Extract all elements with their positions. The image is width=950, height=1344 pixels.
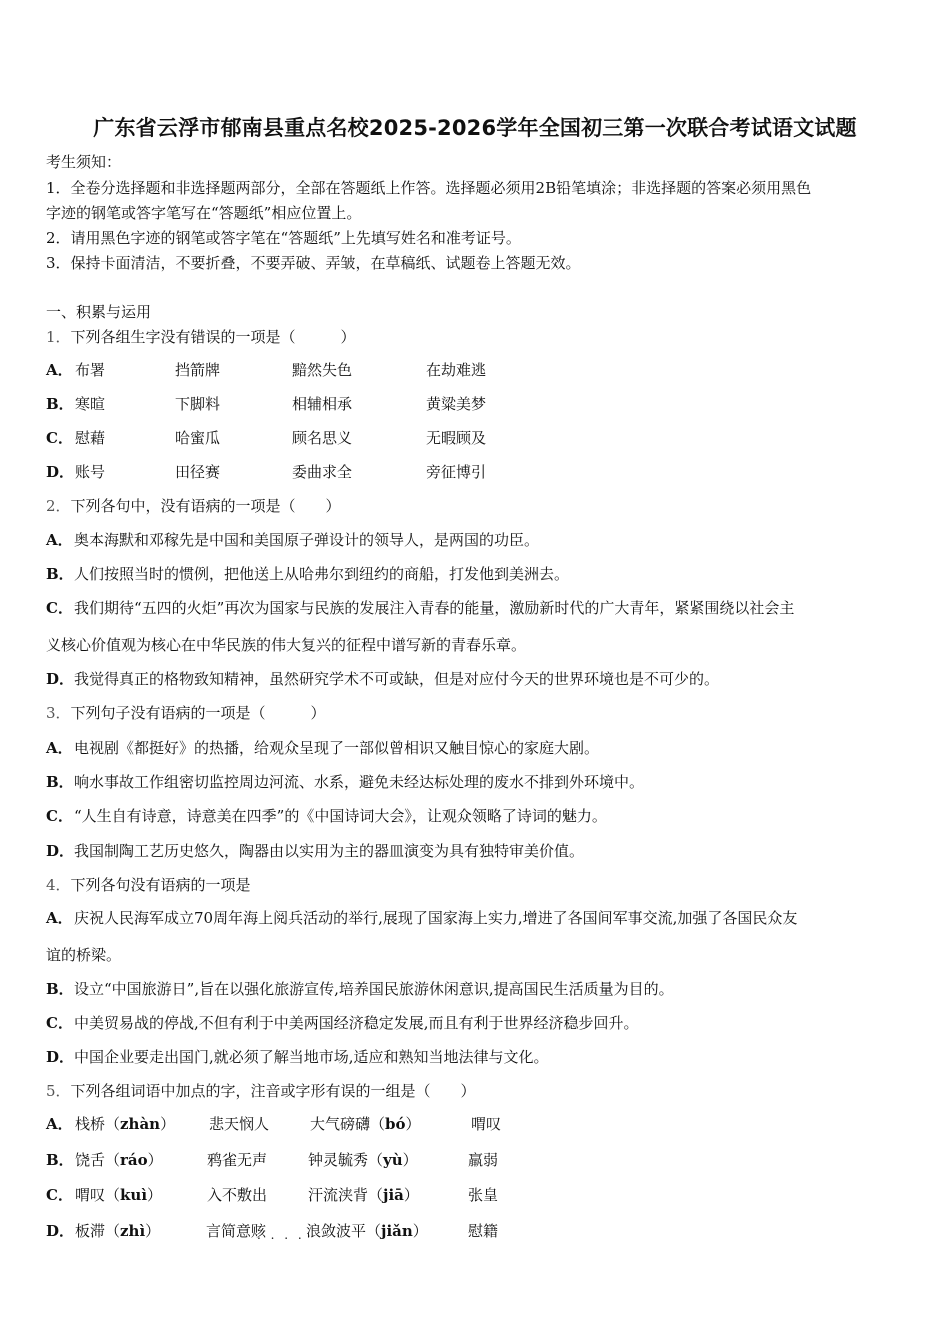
- q3-option-c: [46, 806, 607, 826]
- pinyin: jiā: [383, 1186, 404, 1204]
- option-label: C．: [46, 1014, 73, 1032]
- question-number: 2．: [46, 497, 71, 515]
- q5-word: 喟叹: [471, 1115, 502, 1133]
- q5-word: 慰籍: [468, 1222, 499, 1240]
- q3-option-a: [46, 738, 599, 758]
- q1-word: 慰藉: [75, 429, 106, 447]
- q4-option-a-cont: 谊的桥梁。: [46, 946, 122, 964]
- question-3-stem: [46, 703, 326, 723]
- option-label: A．: [46, 909, 73, 927]
- option-text: 电视剧《都挺好》的热播，给观众呈现了一部似曾相识又触目惊心的家庭大剧。: [74, 739, 600, 757]
- q5-word-pinyin: [75, 1221, 160, 1241]
- paren: ）: [147, 1151, 163, 1169]
- question-number: 4．: [46, 876, 71, 894]
- q1-word: 寒暄: [75, 395, 106, 413]
- q5-option-a: [46, 1114, 74, 1134]
- option-label: B．: [46, 773, 74, 791]
- option-label: A．: [46, 531, 73, 549]
- exam-title: 广东省云浮市郁南县重点名校2025-2026学年全国初三第一次联合考试语文试题: [93, 116, 857, 140]
- notice-item: 3．保持卡面清洁，不要折叠，不要弄破、弄皱，在草稿纸、试题卷上答题无效。: [46, 254, 581, 272]
- paren: ）: [405, 1115, 421, 1133]
- q5-word-pinyin: [308, 1150, 418, 1170]
- q1-word: 无暇顾及: [426, 429, 487, 447]
- q4-option-d: [46, 1047, 549, 1067]
- pinyin: zhàn: [120, 1115, 161, 1133]
- q5-word: 言简意赅: [206, 1222, 267, 1240]
- question-text: 下列各句中，没有语病的一项是（ ）: [70, 497, 341, 515]
- notice-item: 1．全卷分选择题和非选择题两部分，全部在答题纸上作答。选择题必须用2B铅笔填涂；非选择题的答案必须用黑色: [46, 179, 812, 197]
- q1-word: 黄粱美梦: [426, 395, 487, 413]
- q3-option-b: [46, 772, 644, 792]
- paren: ）: [412, 1222, 428, 1240]
- option-text: 中国企业要走出国门,就必须了解当地市场,适应和熟知当地法律与文化。: [74, 1048, 549, 1066]
- word: 栈桥（: [75, 1115, 121, 1133]
- paren: ）: [147, 1186, 163, 1204]
- q1-option-d: [46, 462, 74, 482]
- option-text: 我觉得真正的格物致知精神，虽然研究学术不可或缺，但是对应付今天的世界环境也是不可少的。: [74, 670, 720, 688]
- option-label: D．: [46, 670, 75, 688]
- option-text: 中美贸易战的停战,不但有利于中美两国经济稳定发展,而且有利于世界经济稳步回升。: [74, 1014, 639, 1032]
- q5-option-c: [46, 1185, 74, 1205]
- q1-option-b: [46, 394, 74, 414]
- word: 饶舌（: [75, 1151, 121, 1169]
- option-label: D．: [46, 463, 75, 481]
- q4-option-b: [46, 979, 674, 999]
- pinyin: jiǎn: [381, 1222, 413, 1240]
- q5-word-pinyin: [75, 1150, 163, 1170]
- option-label: D．: [46, 1222, 75, 1240]
- option-label: C．: [46, 1186, 73, 1204]
- q2-option-b: [46, 564, 569, 584]
- q1-word: 在劫难逃: [426, 361, 487, 379]
- option-text: 我国制陶工艺历史悠久，陶器由以实用为主的器皿演变为具有独特审美价值。: [74, 842, 585, 860]
- q4-option-c: [46, 1013, 639, 1033]
- paren: ）: [402, 1151, 418, 1169]
- option-text: 奥本海默和邓稼先是中国和美国原子弹设计的领导人，是两国的功臣。: [74, 531, 540, 549]
- q4-option-a: [46, 908, 797, 928]
- paren: ）: [403, 1186, 419, 1204]
- paren: ）: [160, 1115, 176, 1133]
- q5-word: 鸦雀无声: [207, 1151, 268, 1169]
- section-heading: 一、积累与运用: [46, 303, 152, 321]
- word: 汗流浃背（: [308, 1186, 384, 1204]
- option-label: C．: [46, 599, 73, 617]
- q5-word-pinyin: [75, 1185, 162, 1205]
- option-text: 响水事故工作组密切监控周边河流、水系，避免未经达标处理的废水不排到外环境中。: [74, 773, 645, 791]
- notice-item: 2．请用黑色字迹的钢笔或答字笔在“答题纸”上先填写姓名和准考证号。: [46, 229, 521, 247]
- option-text: 设立“中国旅游日”,旨在以强化旅游宣传,培养国民旅游休闲意识,提高国民生活质量为目的。: [74, 980, 674, 998]
- q5-word: 张皇: [468, 1186, 499, 1204]
- emphasis-dots: . . . .: [257, 1228, 305, 1242]
- q5-word: 羸弱: [468, 1151, 499, 1169]
- option-label: B．: [46, 980, 74, 998]
- notice-item: 字迹的钢笔或答字笔写在“答题纸”相应位置上。: [46, 204, 362, 222]
- notice-heading: 考生须知：: [46, 153, 122, 171]
- pinyin: yù: [383, 1151, 403, 1169]
- option-label: C．: [46, 807, 73, 825]
- word: 大气磅礴（: [310, 1115, 386, 1133]
- option-text: 我们期待“五四的火炬”再次为国家与民族的发展注入青春的能量，激励新时代的广大青年，紧紧围绕以社会主: [74, 599, 795, 617]
- word: 钟灵毓秀（: [308, 1151, 384, 1169]
- word: 喟叹（: [75, 1186, 121, 1204]
- q1-word: 田径赛: [175, 463, 221, 481]
- paren: ）: [145, 1222, 161, 1240]
- option-label: C．: [46, 429, 73, 447]
- question-text: 下列各句没有语病的一项是: [70, 876, 251, 894]
- word: 板滞（: [75, 1222, 121, 1240]
- q1-option-c: [46, 428, 74, 448]
- q1-word: 顾名思义: [292, 429, 353, 447]
- q5-word-pinyin: [310, 1114, 421, 1134]
- pinyin: ráo: [120, 1151, 148, 1169]
- question-4-stem: [46, 875, 251, 895]
- question-number: 5．: [46, 1082, 71, 1100]
- q1-word: 委曲求全: [292, 463, 353, 481]
- option-label: A．: [46, 1115, 73, 1133]
- pinyin: zhì: [120, 1222, 146, 1240]
- pinyin: kuì: [120, 1186, 148, 1204]
- word: 浪敛波平（: [306, 1222, 382, 1240]
- option-label: B．: [46, 395, 74, 413]
- q1-word: 下脚料: [175, 395, 221, 413]
- q5-word: 悲天悯人: [209, 1115, 270, 1133]
- q5-option-b: [46, 1150, 74, 1170]
- question-2-stem: [46, 496, 341, 516]
- q1-word: 相辅相承: [292, 395, 353, 413]
- q1-word: 黯然失色: [292, 361, 353, 379]
- q1-word: 哈蜜瓜: [175, 429, 221, 447]
- option-text: 庆祝人民海军成立70周年海上阅兵活动的举行,展现了国家海上实力,增进了各国间军事交流,加强了各国民众友: [74, 909, 798, 927]
- q1-option-a: [46, 360, 74, 380]
- q1-word: 布署: [75, 361, 106, 379]
- option-label: B．: [46, 1151, 74, 1169]
- question-text: 下列句子没有语病的一项是（ ）: [70, 704, 326, 722]
- option-text: 人们按照当时的惯例，把他送上从哈弗尔到纽约的商船，打发他到美洲去。: [74, 565, 570, 583]
- q3-option-d: [46, 841, 584, 861]
- question-text: 下列各组生字没有错误的一项是（ ）: [70, 328, 356, 346]
- q5-word: 入不敷出: [207, 1186, 268, 1204]
- pinyin: bó: [385, 1115, 406, 1133]
- option-label: A．: [46, 739, 73, 757]
- question-number: 3．: [46, 704, 71, 722]
- question-5-stem: [46, 1081, 476, 1101]
- question-number: 1．: [46, 328, 71, 346]
- question-text: 下列各组词语中加点的字，注音或字形有误的一组是（ ）: [70, 1082, 476, 1100]
- option-label: A．: [46, 361, 73, 379]
- q2-option-d: [46, 669, 719, 689]
- q1-word: 账号: [75, 463, 106, 481]
- q5-word-pinyin: [306, 1221, 428, 1241]
- q5-option-d: [46, 1221, 74, 1241]
- option-label: D．: [46, 842, 75, 860]
- q2-option-c-cont: 义核心价值观为核心在中华民族的伟大复兴的征程中谱写新的青春乐章。: [46, 636, 527, 654]
- option-text: “人生自有诗意，诗意美在四季”的《中国诗词大会》，让观众领略了诗词的魅力。: [74, 807, 607, 825]
- q1-word: 旁征博引: [426, 463, 487, 481]
- q5-word-pinyin: [308, 1185, 419, 1205]
- q2-option-c: [46, 598, 794, 618]
- question-1-stem: [46, 327, 356, 347]
- option-label: B．: [46, 565, 74, 583]
- q1-word: 挡箭牌: [175, 361, 221, 379]
- q5-word-pinyin: [75, 1114, 175, 1134]
- option-label: D．: [46, 1048, 75, 1066]
- q2-option-a: [46, 530, 539, 550]
